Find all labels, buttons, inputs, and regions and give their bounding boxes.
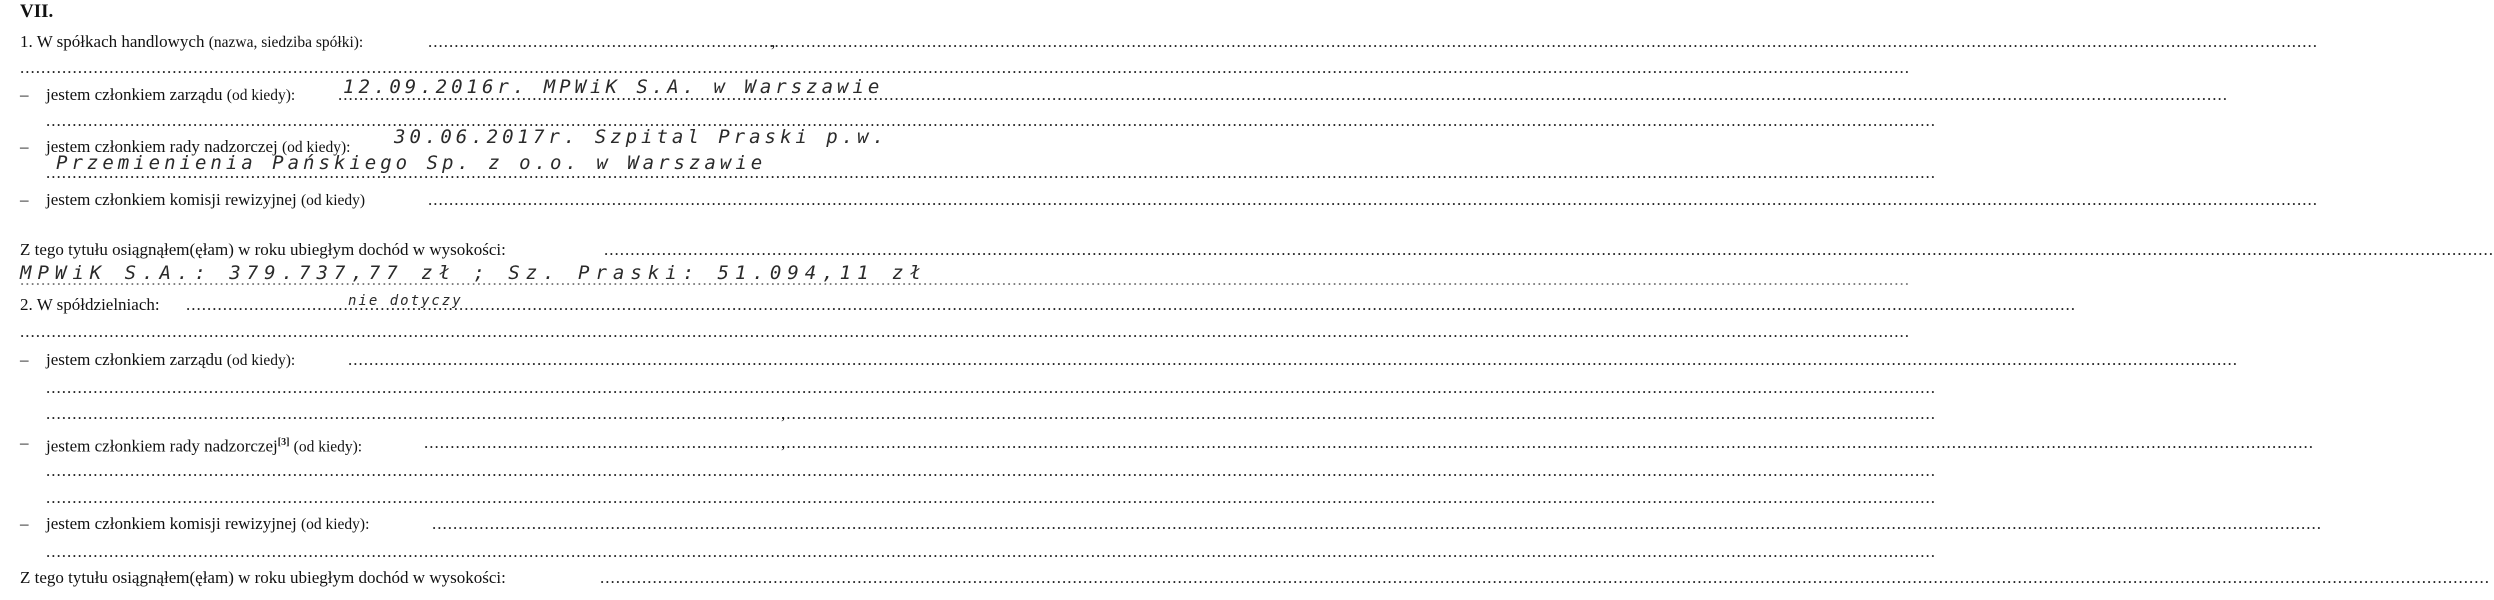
handwritten-supervisory-entry-2: Przemienienia Pańskiego Sp. z o.o. w Warszawie [56, 152, 767, 174]
line-end-comma: , [771, 32, 776, 51]
fill-line [20, 322, 788, 342]
fill-line [20, 270, 788, 290]
line-end-comma: , [781, 433, 786, 452]
fill-line [432, 514, 788, 534]
fill-line [424, 433, 780, 453]
dash: – [20, 137, 29, 156]
income-label: Z tego tytułu osiągnąłem(ęłam) w roku ubiegłym dochód w wysokości: [20, 240, 506, 259]
dash: – [20, 350, 29, 369]
fill-line [46, 488, 788, 508]
supervisory-board-label: jestem członkiem rady nadzorczej (od kiedy): [46, 137, 351, 156]
fill-line [46, 378, 788, 398]
line-end-comma: , [781, 404, 786, 423]
dash: – [20, 514, 29, 533]
fill-line [600, 568, 788, 588]
audit-committee-label: jestem członkiem komisji rewizyjnej (od kiedy) [46, 190, 366, 209]
section-1-note: (nazwa, siedziba spółki): [208, 34, 364, 51]
dash: – [20, 433, 29, 452]
fill-line [186, 295, 788, 315]
fill-line [348, 350, 788, 370]
section-1-label: 1. W spółkach handlowych [20, 32, 205, 51]
fill-line [428, 32, 770, 52]
income-label-2: Z tego tytułu osiągnąłem(ęłam) w roku ubiegłym dochód w wysokości: [20, 568, 506, 587]
fill-line [46, 461, 788, 481]
handwritten-board-entry: 12.09.2016r. MPWiK S.A. w Warszawie [343, 76, 884, 98]
fill-line [20, 58, 788, 78]
coop-supervisory-board-label: jestem członkiem rady nadzorczej[3] (od kiedy): [46, 436, 363, 456]
handwritten-income-entry: MPWiK S.A.: 379.737,77 zł ; Sz. Praski: 51.094,11 zł [20, 262, 927, 284]
handwritten-not-applicable: nie dotyczy [348, 293, 463, 309]
dash: – [20, 85, 29, 104]
fill-line [604, 240, 788, 260]
dash: – [20, 190, 29, 209]
section-2-heading: 2. W spółdzielniach: [20, 295, 160, 314]
fill-line [46, 542, 788, 562]
fill-line [46, 404, 780, 424]
coop-board-member-label: jestem członkiem zarządu (od kiedy): [46, 350, 296, 369]
coop-audit-committee-label: jestem członkiem komisji rewizyjnej (od kiedy): [46, 514, 370, 533]
section-title: VII. [20, 1, 54, 22]
section-1-heading [20, 32, 363, 53]
board-member-label: jestem członkiem zarządu (od kiedy): [46, 85, 296, 104]
fill-line [428, 190, 788, 210]
handwritten-supervisory-entry-1: 30.06.2017r. Szpital Praski p.w. [394, 126, 889, 148]
